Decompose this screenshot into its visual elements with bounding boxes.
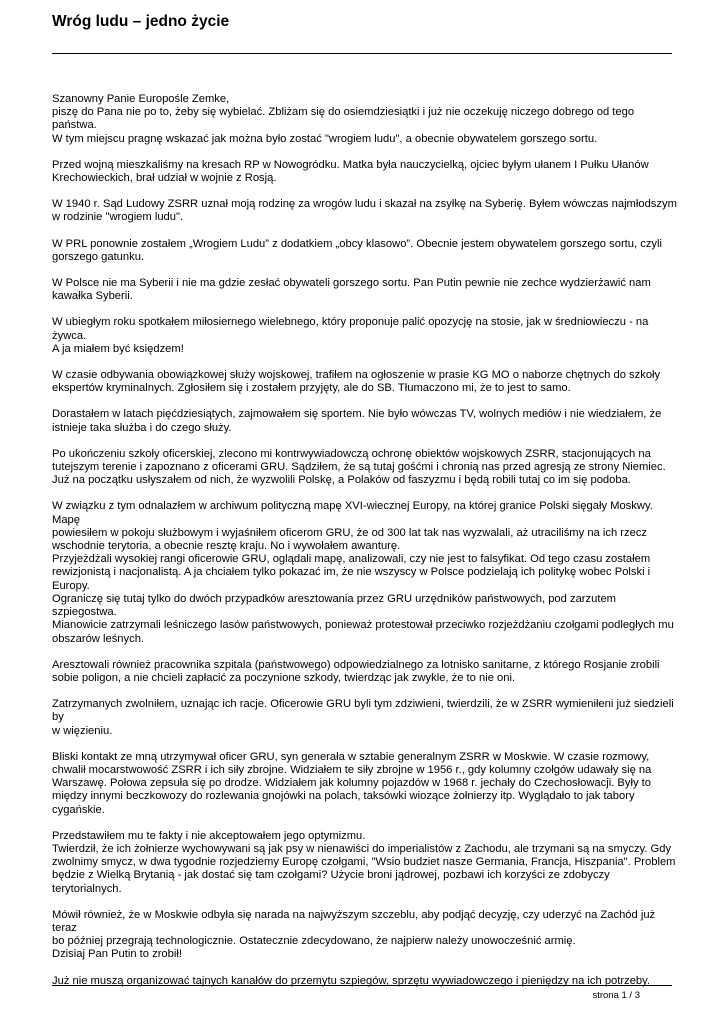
paragraph [52,159,680,185]
text-line: W czasie odbywania obowiązkowej służy wojskowej, trafiłem na ogłoszenie w prasie KG MO o naborze chętnych do szkoły [52,369,661,382]
text-line: Szanowny Panie Europośle Zemke, [52,93,230,105]
text-line: W PRL ponownie zostałem „Wrogiem Ludu” z dodatkiem „obcy klasowo”. Obecnie jestem obywatelem gorszego sortu, czyli [52,237,662,250]
paragraph [52,369,680,395]
text-line: powiesiłem w pokoju służbowym i wyjaśniłem oficerom GRU, że od 300 lat tak nas wyzwalali, aż utraciliśmy na ich rzecz [52,526,648,539]
text-line: piszę do Pana nie po to, żeby się wybielać. Zbliżam się do osiemdziesiątki i już nie oczekuję niczego dobrego od tego państwa. [52,106,635,132]
text-line: Już nie muszą organizować tajnych kanałów do przemytu szpiegów, sprzętu wywiadowczego i pieniędzy na ich potrzeby. [52,974,651,987]
text-line: W ubiegłym roku spotkałem miłosiernego wielebnego, który proponuje palić opozycję na stosie, jak w średniowieczu - na żywca. [52,316,649,342]
text-line: cygańskie. [52,803,105,816]
text-line: Twierdził, że ich żołnierze wychowywani są jak psy w nienawiści do imperialistów z Zachodu, ale trzymani są na smyczy. Gdy [52,842,672,855]
paragraph [52,500,680,645]
text-line: bo później przegrają technologicznie. Ostatecznie zdecydowano, że najpierw należy unowocześnić armię. [52,935,576,948]
text-line: obszarów leśnych. [52,632,145,645]
text-line: Po ukończeniu szkoły oficerskiej, zlecono mi kontrwywiadowczą ochronę obiektów wojskowych ZSRR, stacjonujących na [52,447,651,460]
text-line: W 1940 r. Sąd Ludowy ZSRR uznał moją rodzinę za wrogów ludu i skazał na zsyłkę na Syberię. Byłem wówczas najmłodszym [52,198,677,211]
text-line: Mianowicie zatrzymali leśniczego lasów państwowych, ponieważ protestował przeciwko rozjeżdżaniu czołgami podległych mu [52,619,674,632]
text-line: sobie poligon, a nie chcieli zapłacić za poczynione szkody, twierdząc jak zwykle, że to nie oni. [52,671,516,684]
text-line: Już na początku usłyszałem od nich, że wyzwolili Polskę, a Polaków od faszyzmu i będą robili tutaj co im się podoba. [52,474,631,487]
page-number: strona 1 / 3 [592,990,640,1001]
text-line: w więzieniu. [52,724,113,737]
text-line: tutejszym terenie i zapoznano z oficerami GRU. Sądziłem, że są tutaj gośćmi i chronią nas przed agresją ze strony Niemiec. [52,461,666,474]
text-line: Zatrzymanych zwolniłem, uznając ich racje. Oficerowie GRU byli tym zdziwieni, twierdzili, że w ZSRR wymieniłeni już siedzieli by [52,698,674,724]
text-line: Przedstawiłem mu te fakty i nie akceptowałem jego optymizmu. [52,829,366,842]
paragraph [52,316,680,356]
text-line: Dorastałem w latach pięćdziesiątych, zajmowałem się sportem. Nie było wówczas TV, wolnych mediów i nie wiedziałem, że [52,408,662,421]
paragraph [52,277,680,303]
paragraph [52,448,680,488]
text-line: Dzisiaj Pan Putin to zrobił! [52,948,182,961]
document-title: Wróg ludu – jedno życie [52,13,230,30]
text-line: Europy. [52,579,90,592]
text-line: będzie z Wielką Brytanią - jak dostać się tam czołgami? Użycie broni jądrowej, pozbawi ich korzyści ze zdobyczy terytorialnych. [52,869,610,895]
text-line: gorszego gatunku. [52,250,145,263]
text-line: W związku z tym odnalazłem w archiwum polityczną mapę XVI-wiecznej Europy, na której granice Polski sięgały Moskwy. Mapę [52,500,653,526]
paragraph [52,198,680,224]
text-line: kawałka Syberii. [52,290,133,303]
text-line: między innymi beczkowozy do rozlewania gnojówki na polach, taksówki wiozące żołnierzy itp. Wyglądało to jak tabory [52,790,635,803]
text-line: chwalił mocarstwowość ZSRR i ich siły zbrojne. Widziałem te siły zbrojne w 1956 r., gdy kolumny czołgów udawały się na [52,763,652,776]
text-line: W Polsce nie ma Syberii i nie ma gdzie zesłać obywateli gorszego sortu. Pan Putin pewnie nie zechce wydzierżawić nam [52,277,651,290]
footer-rule [52,985,672,986]
paragraph [52,698,680,738]
header-rule [52,53,672,54]
paragraph [52,751,680,817]
text-line: rewizjonistą i nacjonalistą. A ja chciałem tylko pokazać im, że nie wszyscy w Polsce podzielają ich politykę wobec Polski i [52,566,651,579]
text-line: ekspertów kryminalnych. Zgłosiłem się i zostałem przyjęty, ale do SB. Tłumaczono mi, że to jest to samo. [52,382,571,395]
text-line: w rodzinie "wrogiem ludu". [52,211,184,224]
paragraph [52,93,680,146]
text-line: istnieje taka służba i do czego służy. [52,421,232,434]
letter-body [52,93,680,1001]
paragraph [52,408,680,434]
text-line: Przed wojną mieszkaliśmy na kresach RP w Nowogródku. Matka była nauczycielką, ojciec byłym ułanem I Pułku Ułanów [52,158,649,171]
text-line: Ograniczę się tutaj tylko do dwóch przypadków aresztowania przez GRU urzędników państwowych, pod zarzutem szpiegostwa. [52,592,616,619]
text-line: Przyjeżdżali wysokiej rangi oficerowie GRU, oglądali mapę, analizowali, czy nie jest to falsyfikat. Od tego czasu zostałem [52,553,651,566]
paragraph [52,830,680,896]
text-line: W tym miejscu pragnę wskazać jak można było zostać "wrogiem ludu", a obecnie obywatelem gorszego sortu. [52,132,598,145]
text-line: Krechowieckich, brał udział w wojnie z Rosją. [52,172,277,185]
text-line: Warszawę. Połowa zepsuła się po drodze. Widziałem jak kolumny pojazdów w 1968 r. jechały do Czechosłowacji. Były to [52,777,652,790]
text-line: zwolnimy smycz, w dwa tygodnie rozjedziemy Europę czołgami, "Wsio budziet nasze Germania, Francja, Hiszpania". Problem [52,856,676,869]
paragraph [52,909,680,962]
paragraph [52,238,680,264]
text-line: A ja miałem być księdzem! [52,342,184,355]
paragraph [52,659,680,685]
text-line: Bliski kontakt ze mną utrzymywał oficer GRU, syn generała w sztabie generalnym ZSRR w Moskwie. W czasie rozmowy, [52,750,650,763]
text-line: Aresztowali również pracownika szpitala (państwowego) odpowiedzialnego za lotnisko sanitarne, z którego Rosjanie zrobili [52,658,660,671]
text-line: Mówił również, że w Moskwie odbyła się narada na najwyższym szczeblu, aby podjąć decyzję, czy uderzyć na Zachód już teraz [52,908,656,934]
text-line: wschodnie terytoria, a obecnie resztę kraju. No i wywołałem awanturę. [52,540,401,553]
